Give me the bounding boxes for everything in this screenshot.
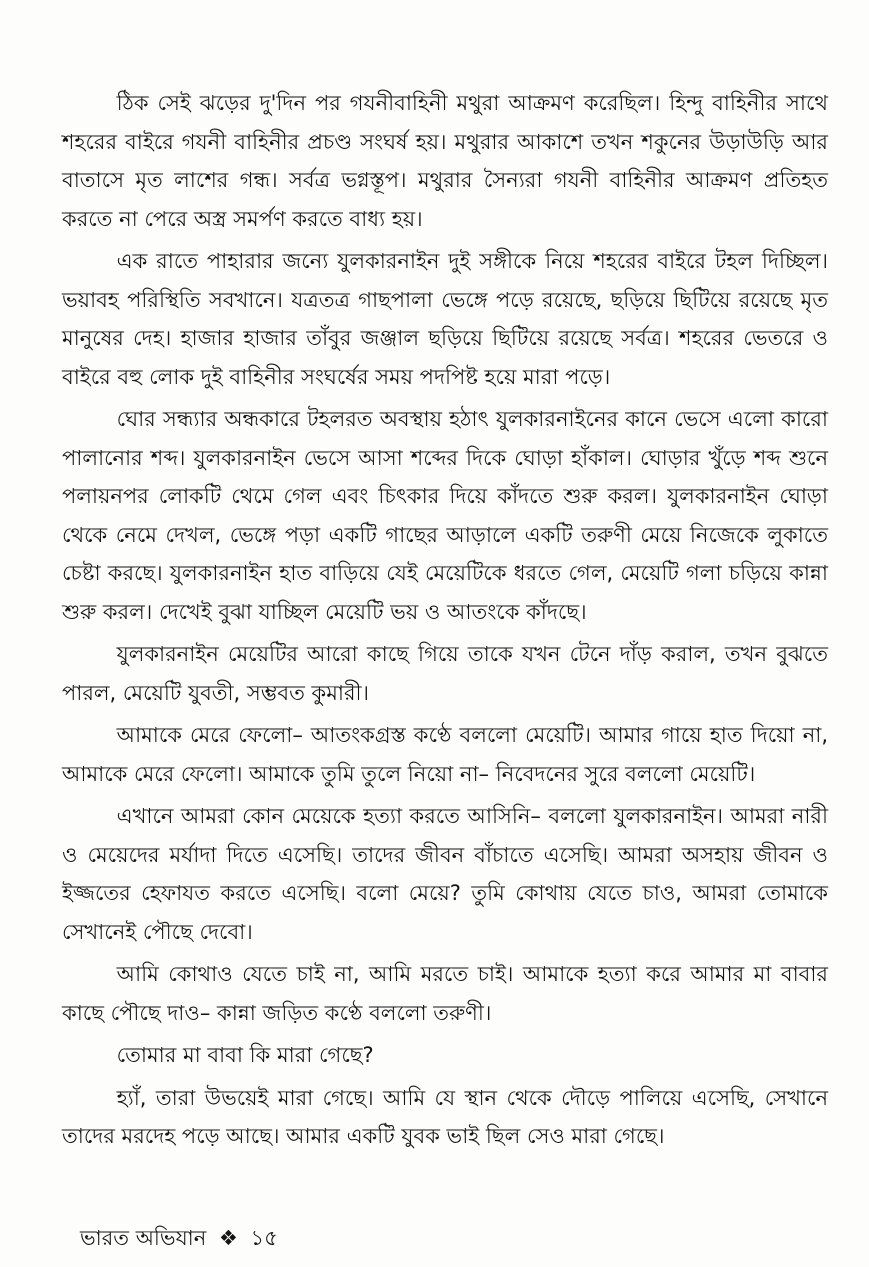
paragraph-9: হ্যাঁ, তারা উভয়েই মারা গেছে। আমি যে স্থান থেকে দৌড়ে পালিয়ে এসেছি, সেখানে তাদের মরদেহ পড়ে আছে। আমার একটি যুবক ভাই ছিল সেও মারা গেছে। [62,1085,828,1148]
book-title: ভারত অভিযান [80,1226,207,1250]
paragraph-4: যুলকারনাইন মেয়েটির আরো কাছে গিয়ে তাকে যখন টেনে দাঁড় করাল, তখন বুঝতে পারল, মেয়েটি যুবতী, সম্ভবত কুমারী। [62,642,828,705]
paragraph-5: আমাকে মেরে ফেলো– আতংকগ্রস্ত কণ্ঠে বললো মেয়েটি। আমার গায়ে হাত দিয়ো না, আমাকে মেরে ফেলো। আমাকে তুমি তুলে নিয়ো না– নিবেদনের সুরে বললো মেয়েটি। [62,723,828,786]
paragraph-3: ঘোর সন্ধ্যার অন্ধকারে টহলরত অবস্থায় হঠাৎ যুলকারনাইনের কানে ভেসে এলো কারো পালানোর শব্দ। যুলকারনাইন ভেসে আসা শব্দের দিকে ঘোড়া হাঁকাল। ঘোড়ার খুঁড়ে শব্দ শুনে পলায়নপর লোকটি থেমে গেল এবং চিৎকার দিয়ে কাঁদতে শুরু করল। যুলকারনাইন ঘোড়া থেকে নেমে দেখল, ভেঙ্গে পড়া একটি গাছের আড়ালে একটি তরুণী মেয়ে নিজেকে লুকাতে চেষ্টা করছে। যুলকারনাইন হাত বাড়িয়ে যেই মেয়েটিকে ধরতে গেল, মেয়েটি গলা চড়িয়ে কান্না শুরু করল। দেখেই বুঝা যাচ্ছিল মেয়েটি ভয় ও আতংকে কাঁদছে। [62,407,828,624]
paragraph-6: এখানে আমরা কোন মেয়েকে হত্যা করতে আসিনি– বললো যুলকারনাইন। আমরা নারী ও মেয়েদের মর্যাদা দিতে এসেছি। তাদের জীবন বাঁচাতে এসেছি। আমরা অসহায় জীবন ও ইজ্জতের হেফাযত করতে এসেছি। বলো মেয়ে? তুমি কোথায় যেতে চাও, আমরা তোমাকে সেখানেই পৌছে দেবো। [62,804,828,944]
ornament-icon: ❖ [218,1226,238,1250]
page-number: ১৫ [250,1226,278,1250]
paragraph-2: এক রাতে পাহারার জন্যে যুলকারনাইন দুই সঙ্গীকে নিয়ে শহরের বাইরে টহল দিচ্ছিল। ভয়াবহ পরিস্থিতি সবখানে। যত্রতত্র গাছপালা ভেঙ্গে পড়ে রয়েছে, ছড়িয়ে ছিটিয়ে রয়েছে মৃত মানুষের দেহ। হাজার হাজার তাঁবুর জঞ্জাল ছড়িয়ে ছিটিয়ে রয়েছে সর্বত্র। শহরের ভেতরে ও বাইরে বহু লোক দুই বাহিনীর সংঘর্ষের সময় পদপিষ্ট হয়ে মারা পড়ে। [62,249,828,389]
page-body [62,84,828,1160]
page-footer [80,1222,278,1257]
paragraph-8: তোমার মা বাবা কি মারা গেছে? [116,1043,374,1067]
paragraph-1: ঠিক সেই ঝড়ের দু'দিন পর গযনীবাহিনী মথুরা আক্রমণ করেছিল। হিন্দু বাহিনীর সাথে শহরের বাইরে গযনী বাহিনীর প্রচণ্ড সংঘর্ষ হয়। মথুরার আকাশে তখন শকুনের উড়াউড়ি আর বাতাসে মৃত লাশের গন্ধ। সর্বত্র ভগ্নস্তূপ। মথুরার সৈন্যরা গযনী বাহিনীর আক্রমণ প্রতিহত করতে না পেরে অস্ত্র সমর্পণ করতে বাধ্য হয়। [62,91,828,231]
paragraph-7: আমি কোথাও যেতে চাই না, আমি মরতে চাই। আমাকে হত্যা করে আমার মা বাবার কাছে পৌছে দাও– কান্না জড়িত কণ্ঠে বললো তরুণী। [62,962,828,1025]
